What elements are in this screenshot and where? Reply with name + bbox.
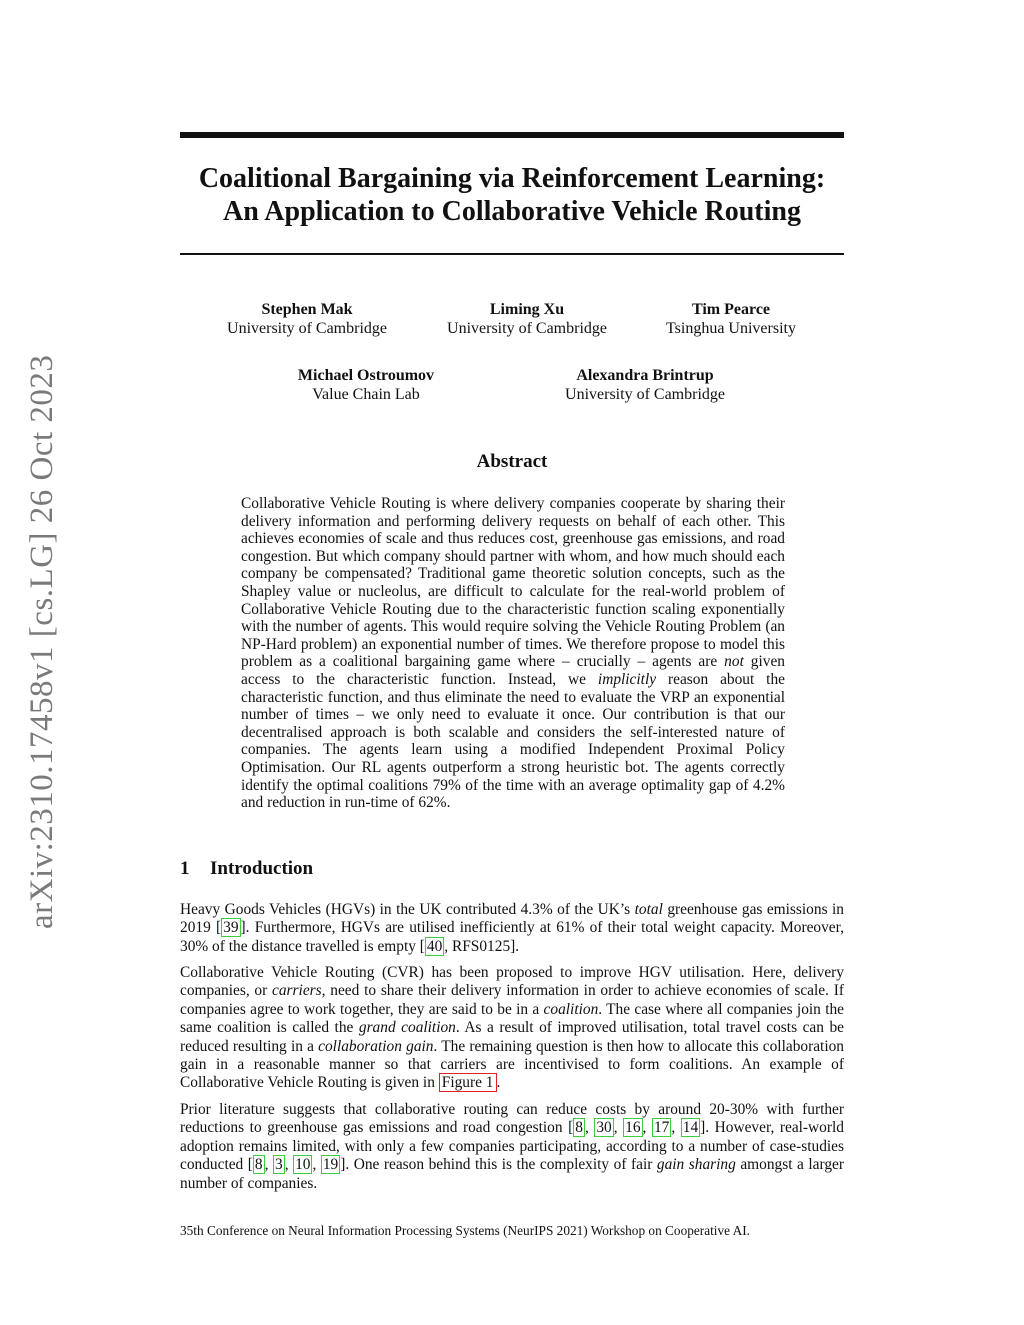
author-affiliation: Tsinghua University bbox=[666, 320, 796, 337]
author-name: Liming Xu bbox=[489, 301, 565, 318]
title-line-1: Coalitional Bargaining via Reinforcement Learning: bbox=[198, 163, 826, 194]
title-line-2: An Application to Collaborative Vehicle Routing bbox=[223, 196, 801, 227]
paper-title bbox=[180, 162, 844, 228]
title-top-rule bbox=[180, 132, 844, 138]
paragraph-2: Collaborative Vehicle Routing (CVR) has been proposed to improve HGV utilisation. Here, delivery companies, or carriers, need to share their delivery information in order to achieve economies of scale. If companies agree to work together, they are said to be in a coalition. The case where all companies join the same coalition is called the grand coalition. As a result of improved utilisation, total travel costs can be reduced resulting in a collaboration gain. The remaining question is then how to allocate this collaboration gain in a reasonable manner so that carriers are incentivised to form coalitions. An example of Collaborative Vehicle Routing is given in Figure 1 . bbox=[180, 964, 844, 1092]
citation-link[interactable]: 8 bbox=[575, 1119, 583, 1137]
author-affiliation: University of Cambridge bbox=[565, 386, 725, 403]
title-bottom-rule bbox=[180, 253, 844, 255]
emphasis-implicitly: implicitly bbox=[597, 670, 657, 688]
citation-link[interactable]: 30 bbox=[596, 1119, 612, 1137]
paragraph-3: Prior literature suggests that collaborative routing can reduce costs by around 20-30% with further reductions to greenhouse gas emissions and road congestion [ 8 , 30 , 16 , 17 , 14 ]. However, real-world adoption remains limited, with only a few companies participating, according to a number of case-studies conducted [ 8 , 3 , 10 , 19 ]. One reason behind this is the complexity of fair gain sharing amongst a larger number of companies. bbox=[180, 1101, 844, 1192]
citation-link[interactable]: 8 bbox=[254, 1156, 263, 1174]
emphasis-not: not bbox=[724, 653, 744, 671]
citation-link[interactable]: 14 bbox=[682, 1119, 699, 1137]
citation-link[interactable]: 10 bbox=[295, 1156, 311, 1174]
author-name: Michael Ostroumov bbox=[297, 367, 435, 384]
citation-link[interactable]: 39 bbox=[223, 919, 239, 937]
author-block bbox=[535, 366, 755, 404]
author-affiliation: University of Cambridge bbox=[227, 320, 387, 337]
figure-1-link[interactable]: Figure 1 bbox=[439, 1073, 497, 1092]
abstract-heading: Abstract bbox=[476, 451, 548, 472]
author-block bbox=[417, 300, 637, 338]
arxiv-stamp: arXiv:2310.17458v1 [cs.LG] 26 Oct 2023 bbox=[24, 355, 60, 930]
author-affiliation: University of Cambridge bbox=[447, 320, 607, 337]
author-block bbox=[256, 366, 476, 404]
paragraph-1: Heavy Goods Vehicles (HGVs) in the UK contributed 4.3% of the UK’s total greenhouse gas emissions in 2019 [ 39 ]. Furthermore, HGVs are utilised inefficiently at 61% of their total weight capacity. Moreover, 30% of the distance travelled is empty [ 40 , RFS0125]. bbox=[180, 901, 844, 955]
citation-link[interactable]: 40 bbox=[426, 937, 443, 955]
abstract-body: Collaborative Vehicle Routing is where delivery companies cooperate by sharing their delivery information and performing delivery requests on behalf of each other. This achieves economies of scale and thus reduces cost, greenhouse gas emissions, and road congestion. But which company should partner with whom, and how much should each company be compensated? Traditional game theoretic solution concepts, such as the Shapley value or nucleolus, are difficult to calculate for the real-world problem of Collaborative Vehicle Routing due to the characteristic function scaling exponentially with the number of agents. This would require solving the Vehicle Routing Problem (an NP-Hard problem) an exponential number of times. We therefore propose to model this problem as a coalitional bargaining game where – crucially – agents are not given access to the characteristic function. Instead, we implicitly reason about the characteristic function, and thus eliminate the need to evaluate the VRP an exponential number of times – we only need to evaluate it once. Our contribution is that our decentralised approach is both scalable and considers the self-interested nature of companies. The agents learn using a modified Independent Proximal Policy Optimisation. Our RL agents outperform a strong heuristic bot. The agents correctly identify the optimal coalitions 79% of the time with an average optimality gap of 4.2% and reduction in run-time of 62%. bbox=[241, 495, 785, 812]
author-name: Alexandra Brintrup bbox=[576, 367, 714, 384]
conference-footnote: 35th Conference on Neural Information Processing Systems (NeurIPS 2021) Workshop on Cooperative AI. bbox=[180, 1223, 750, 1238]
author-name: Stephen Mak bbox=[261, 301, 353, 318]
section-number: 1 bbox=[180, 858, 190, 879]
citation-link[interactable]: 16 bbox=[625, 1119, 641, 1137]
author-block bbox=[621, 300, 841, 338]
section-title: Introduction bbox=[210, 858, 314, 879]
citation-link[interactable]: 19 bbox=[322, 1156, 339, 1174]
author-affiliation: Value Chain Lab bbox=[312, 386, 420, 403]
section-heading-introduction bbox=[180, 858, 313, 880]
citation-link[interactable]: 17 bbox=[653, 1119, 670, 1137]
author-block bbox=[197, 300, 417, 338]
citation-link[interactable]: 3 bbox=[274, 1156, 283, 1174]
author-name: Tim Pearce bbox=[691, 301, 771, 318]
